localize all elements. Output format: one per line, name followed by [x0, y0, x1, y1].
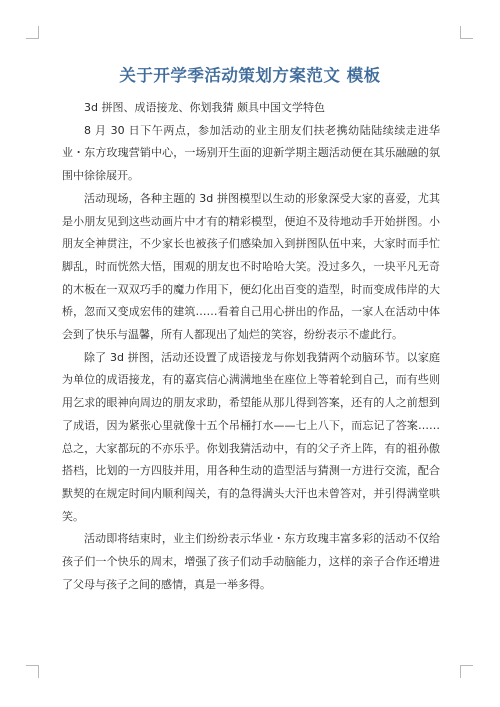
paragraph-intro: 8 月 30 日下午两点，参加活动的业主朋友们扶老携幼陆陆续续走进华业・东方玫瑰营销中心，一场别开生面的迎新学期主题活动便在其乐融融的氛围中徐徐展开。 — [62, 123, 440, 183]
paragraph-puzzle: 活动现场，各种主题的 3d 拼图模型以生动的形象深受大家的喜爱，尤其是小朋友见到这些动画片中才有的精彩模型，便迫不及待地动手开始拼图。小朋友全神贯注，不少家长也被孩子们感染加入到拼图队伍中来，大家时而手忙脚乱，时而恍然大悟，围观的朋友也不时哈哈大笑。没过多久，一块平凡无奇的木板在一双双巧手的魔力作用下，便幻化出百变的造型，时而变成伟岸的大桥，忽而又变成宏伟的建筑……看着自己用心拼出的作品，一家人在活动中体会到了快乐与温馨，所有人都现出了灿烂的笑容，纷纷表示不虚此行。 — [62, 191, 440, 342]
document-body — [62, 97, 440, 596]
crop-mark-top-right — [460, 26, 473, 39]
document-title: 关于开学季活动策划方案范文 模板 — [119, 66, 381, 85]
crop-mark-bottom-left — [26, 665, 39, 678]
paragraph-subtitle: 3d 拼图、成语接龙、你划我猜 颇具中国文学特色 — [84, 101, 325, 114]
crop-mark-bottom-right — [460, 665, 473, 678]
crop-mark-top-left — [26, 26, 39, 39]
paragraph-games: 除了 3d 拼图，活动还设置了成语接龙与你划我猜两个动脑环节。以家庭为单位的成语接龙，有的嘉宾信心满满地坐在座位上等着轮到自己，而有些则用乞求的眼神向周边的朋友求助，希望能从那儿得到答案，还有的人之前想到了成语，因为紧张心里就像十五个吊桶打水——七上八下，而忘记了答案……总之，大家都玩的不亦乐乎。你划我猜活动中，有的父子齐上阵，有的祖孙傲搭档，比划的一方四肢并用，用各种生动的造型活与猜测一方进行交流，配合默契的在规定时间内顺利闯关，有的急得满头大汗也未曾答对，并引得满堂哄笑。 — [62, 350, 440, 523]
paragraph-closing: 活动即将结束时，业主们纷纷表示华业・东方玫瑰丰富多彩的活动不仅给孩子们一个快乐的周末，增强了孩子们动手动脑能力，这样的亲子合作还增进了父母与孩子之间的感情，真是一举多得。 — [62, 532, 440, 591]
